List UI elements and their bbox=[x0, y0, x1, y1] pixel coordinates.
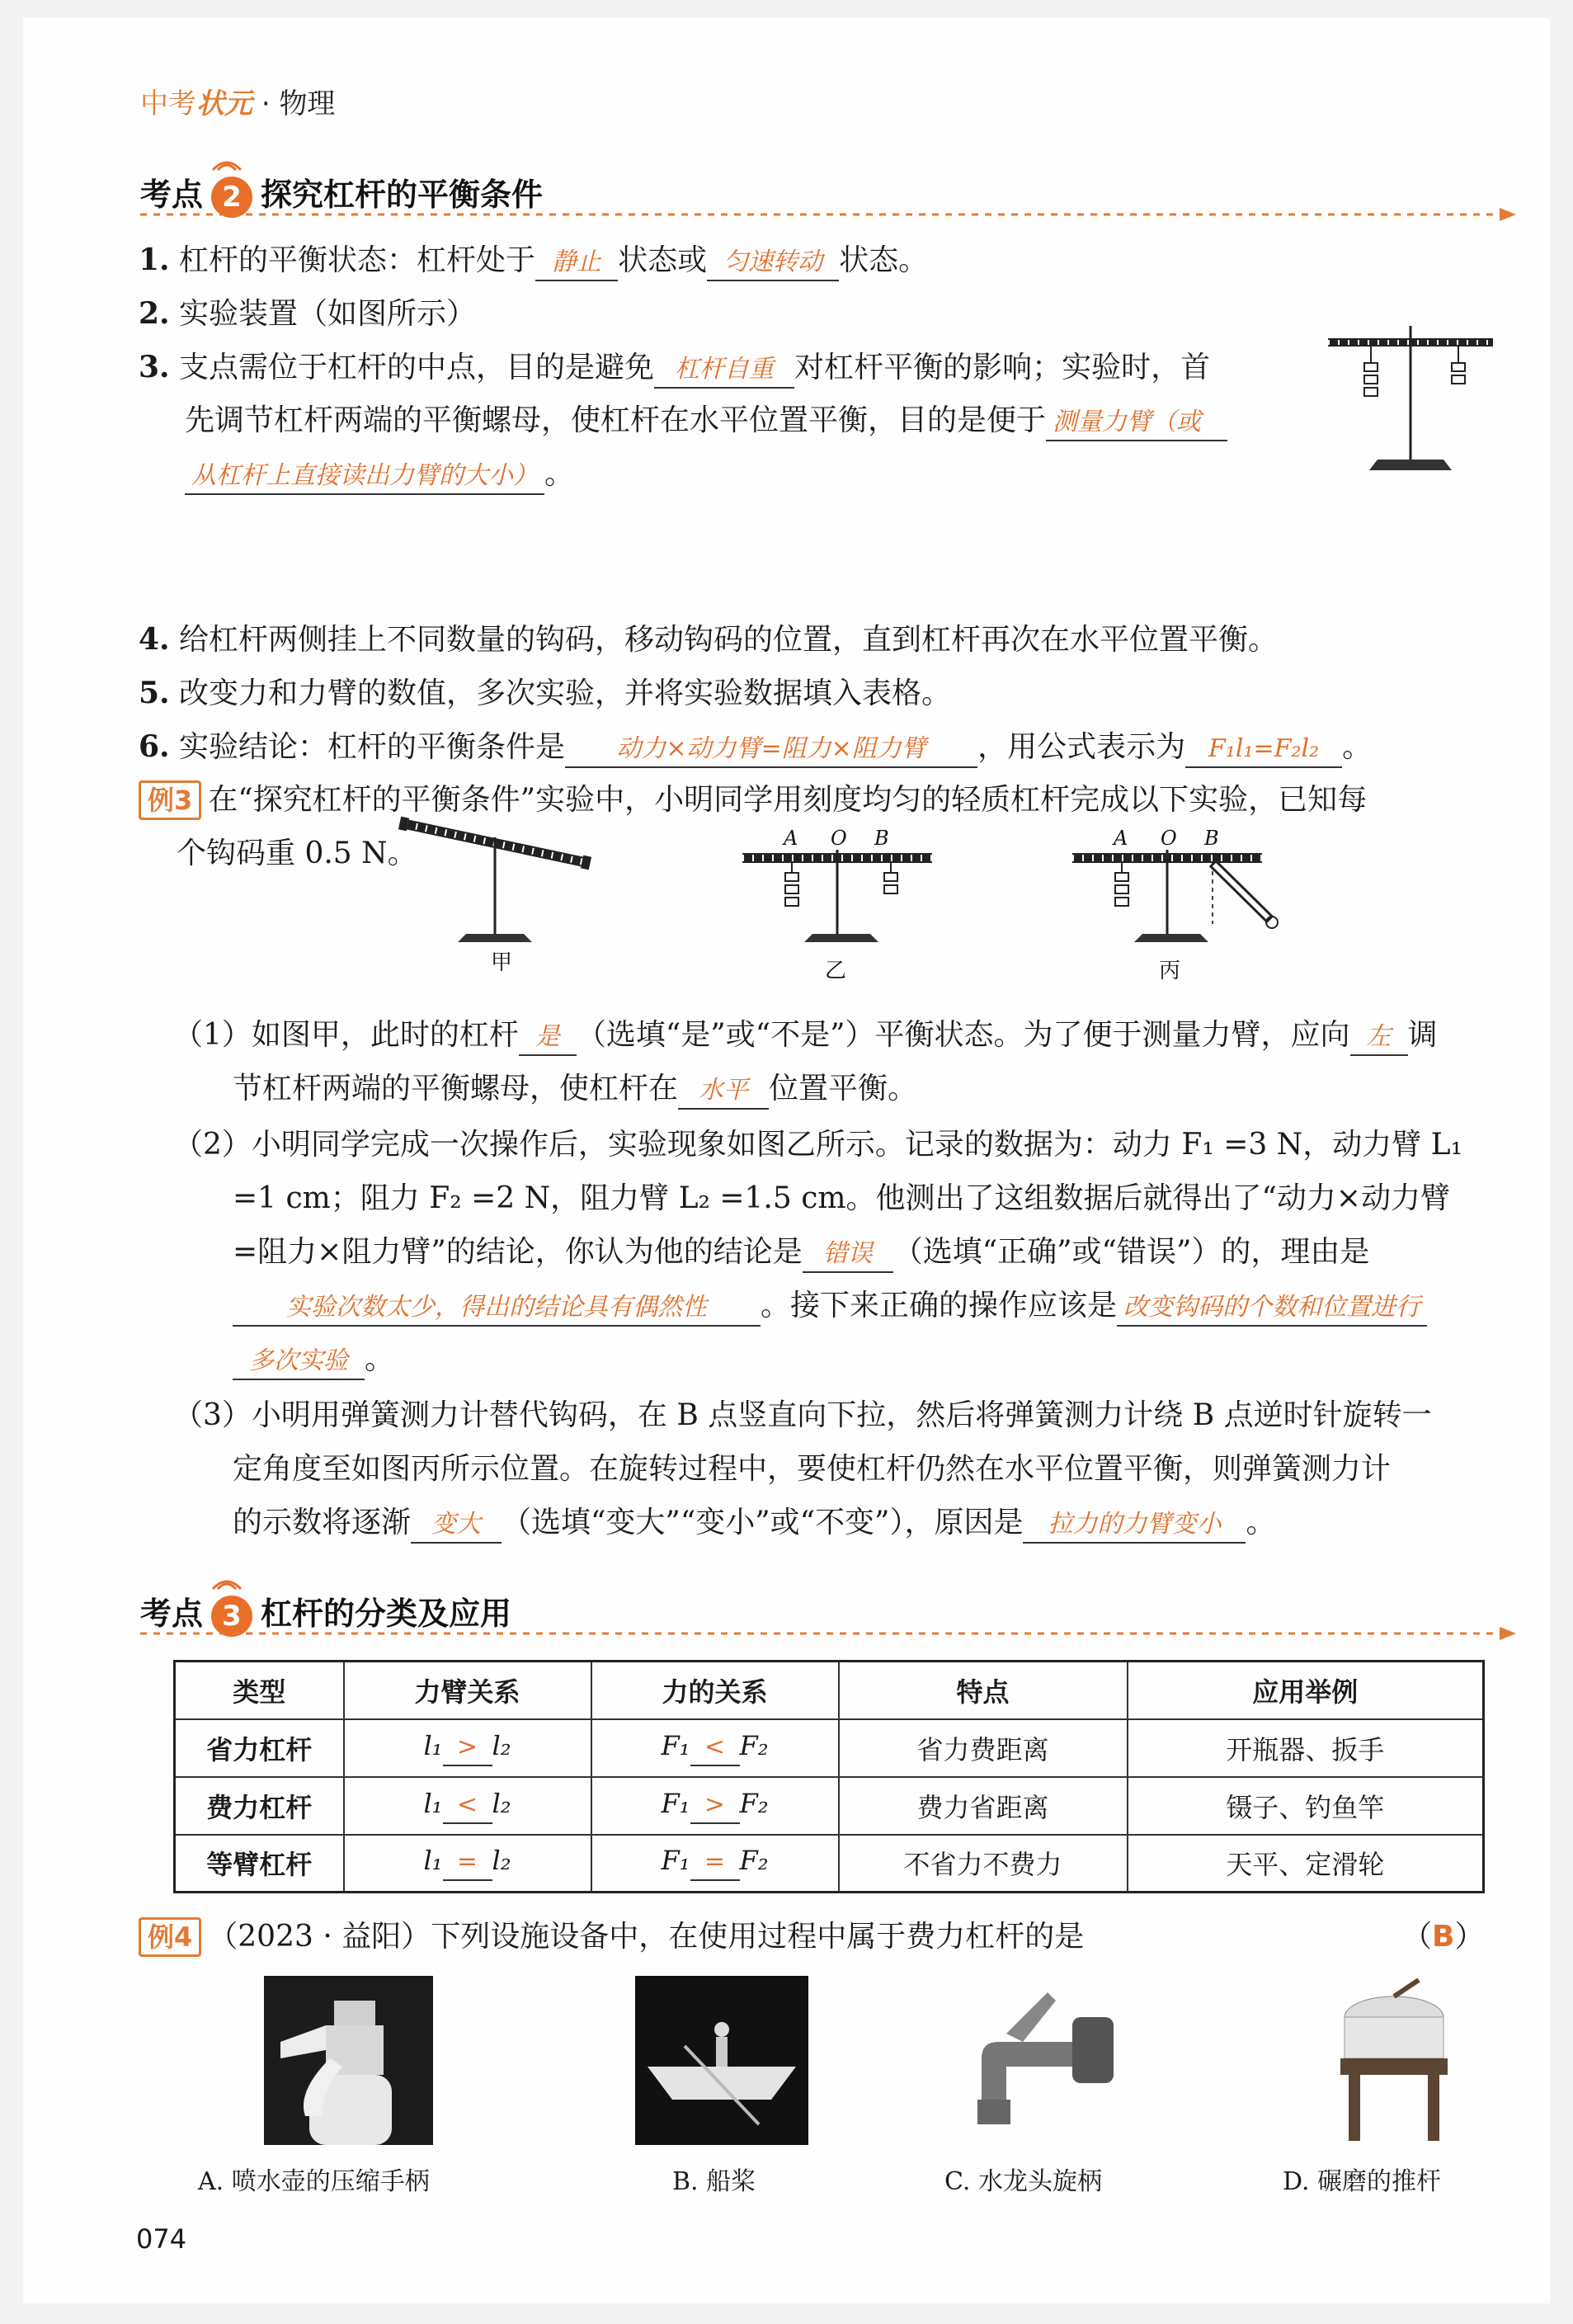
text: （2）小明同学完成一次操作后，实验现象如图乙所示。记录的数据为：动力 F₁ =3 N，动力臂 L₁ bbox=[173, 1128, 1462, 1162]
symbol: F₁ bbox=[661, 1787, 690, 1819]
column-header: 应用举例 bbox=[1128, 1662, 1484, 1719]
point-B-label: B bbox=[1204, 827, 1219, 850]
text: 实验装置（如图所示） bbox=[179, 297, 477, 331]
text: （ bbox=[1402, 1920, 1433, 1954]
example-4-tag: 例4 bbox=[139, 1917, 201, 1957]
text: ，用公式表示为 bbox=[977, 730, 1186, 764]
point-O-label: O bbox=[1161, 827, 1177, 850]
answer-blank: 杠杆自重 bbox=[654, 352, 794, 389]
text: 支点需位于杠杆的中点，目的是避免 bbox=[179, 351, 655, 384]
spray-bottle-image bbox=[264, 1976, 433, 2145]
feature-cell: 费力省距离 bbox=[839, 1777, 1128, 1835]
answer-blank: < bbox=[443, 1788, 492, 1824]
item-5 bbox=[139, 668, 951, 719]
force-relation-cell bbox=[591, 1835, 839, 1893]
page-number: 074 bbox=[136, 2223, 187, 2255]
stone-mill-image bbox=[1320, 1976, 1468, 2145]
brand-part-2: 状元 bbox=[196, 87, 252, 120]
q3-line-1 bbox=[173, 1391, 1432, 1440]
item-number: 5. bbox=[139, 676, 170, 710]
text: 。 bbox=[1342, 730, 1373, 764]
symbol: F₁ bbox=[661, 1729, 690, 1761]
faucet-image bbox=[949, 1976, 1122, 2145]
answer-blank: = bbox=[690, 1845, 740, 1881]
text: 。 bbox=[1246, 1506, 1276, 1539]
subject-label: 物理 bbox=[279, 87, 336, 120]
symbol: F₂ bbox=[739, 1787, 769, 1819]
signal-icon bbox=[206, 1567, 247, 1592]
answer-blank: 水平 bbox=[678, 1073, 769, 1110]
column-header: 力臂关系 bbox=[344, 1662, 591, 1719]
q2-line-3 bbox=[233, 1228, 1369, 1277]
text: 实验结论：杠杆的平衡条件是 bbox=[179, 730, 566, 764]
figure-bing bbox=[1072, 850, 1278, 942]
answer-blank: 静止 bbox=[535, 245, 618, 281]
lever-apparatus-figure bbox=[1320, 318, 1501, 483]
symbol: F₂ bbox=[739, 1729, 769, 1761]
answer-blank: F₁l₁=F₂l₂ bbox=[1185, 732, 1342, 768]
symbol: l₁ bbox=[423, 1845, 443, 1877]
answer-blank: 左 bbox=[1350, 1020, 1408, 1056]
answer-blank: < bbox=[690, 1730, 740, 1766]
type-cell: 费力杠杆 bbox=[175, 1777, 344, 1835]
figure-label-jia: 甲 bbox=[491, 950, 513, 975]
q3-line-2 bbox=[233, 1445, 1391, 1494]
point-B-label: B bbox=[874, 827, 889, 850]
section-label: 考点 bbox=[140, 177, 204, 213]
section-number-badge: 2 bbox=[211, 177, 252, 218]
type-cell: 等臂杠杆 bbox=[175, 1835, 344, 1893]
item-3-line-3 bbox=[185, 450, 574, 499]
arm-relation-cell bbox=[344, 1835, 591, 1893]
option-d-caption: D. 碾磨的推杆 bbox=[1283, 2167, 1442, 2196]
text: 。 bbox=[544, 457, 575, 491]
table-row bbox=[175, 1719, 1484, 1777]
feature-cell: 省力费距离 bbox=[839, 1719, 1128, 1777]
text: 改变力和力臂的数值，多次实验，并将实验数据填入表格。 bbox=[179, 676, 952, 710]
section-3-dashed-divider bbox=[140, 1625, 1526, 1642]
text: 。 bbox=[365, 1342, 395, 1376]
q3-line-3 bbox=[233, 1498, 1275, 1548]
q2-line-5 bbox=[233, 1335, 394, 1384]
page-header bbox=[140, 81, 335, 121]
answer-blank: 是 bbox=[519, 1020, 577, 1056]
figure-jia bbox=[398, 817, 591, 942]
section-heading: 杠杆的分类及应用 bbox=[261, 1596, 512, 1632]
text: =1 cm；阻力 F₂ =2 N，阻力臂 L₂ =1.5 cm。他测出了这组数据后就得出了“动力×动力臂 bbox=[233, 1181, 1451, 1215]
figure-label-bing: 丙 bbox=[1159, 959, 1181, 983]
text: 。接下来正确的操作应该是 bbox=[761, 1289, 1118, 1322]
text: （选填“变大”“变小”或“不变”），原因是 bbox=[502, 1506, 1024, 1539]
answer-blank: 从杠杆上直接读出力臂的大小） bbox=[185, 459, 544, 495]
q2-line-2 bbox=[233, 1174, 1450, 1223]
header-separator: · bbox=[261, 87, 271, 120]
text: 调 bbox=[1407, 1018, 1438, 1052]
text: =阻力×阻力臂”的结论，你认为他的结论是 bbox=[233, 1235, 803, 1269]
item-4 bbox=[139, 615, 1278, 665]
text: 位置平衡。 bbox=[769, 1072, 918, 1105]
symbol: l₁ bbox=[423, 1729, 443, 1761]
text: （1）如图甲，此时的杠杆 bbox=[173, 1018, 519, 1052]
symbol: l₁ bbox=[423, 1787, 443, 1819]
text: ） bbox=[1454, 1920, 1485, 1954]
text: （3）小明用弹簧测力计替代钩码，在 B 点竖直向下拉，然后将弹簧测力计绕 B 点逆时针旋转一 bbox=[173, 1398, 1432, 1432]
text: 给杠杆两侧挂上不同数量的钩码，移动钩码的位置，直到杠杆再次在水平位置平衡。 bbox=[179, 623, 1279, 657]
item-2 bbox=[139, 289, 476, 339]
text: 定角度至如图丙所示位置。在旋转过程中，要使杠杆仍然在水平位置平衡，则弹簧测力计 bbox=[233, 1452, 1392, 1486]
q2-line-4 bbox=[233, 1281, 1427, 1331]
text: 状态。 bbox=[839, 243, 929, 277]
section-label: 考点 bbox=[140, 1596, 204, 1632]
application-cell: 天平、定滑轮 bbox=[1128, 1835, 1484, 1893]
item-number: 6. bbox=[139, 729, 170, 764]
example-3-figures bbox=[388, 792, 1320, 998]
answer-choice: B bbox=[1432, 1920, 1455, 1954]
text: （选填“是”或“不是”）平衡状态。为了便于测量力臂，应向 bbox=[576, 1018, 1350, 1052]
text: 状态或 bbox=[618, 243, 708, 277]
application-cell: 开瓶器、扳手 bbox=[1128, 1719, 1484, 1777]
type-cell: 省力杠杆 bbox=[175, 1719, 344, 1777]
answer-blank: 错误 bbox=[803, 1237, 893, 1273]
symbol: F₂ bbox=[739, 1845, 769, 1877]
answer-blank: 改变钩码的个数和位置进行 bbox=[1117, 1290, 1427, 1327]
answer-blank: 测量力臂（或 bbox=[1046, 405, 1227, 441]
example-3-tag: 例3 bbox=[139, 780, 201, 820]
point-O-label: O bbox=[831, 827, 847, 850]
item-1 bbox=[139, 235, 928, 285]
signal-icon bbox=[206, 148, 247, 173]
answer-blank: 动力×动力臂=阻力×阻力臂 bbox=[565, 732, 977, 768]
text: 个钩码重 0.5 N。 bbox=[177, 837, 417, 870]
application-cell: 镊子、钓鱼竿 bbox=[1128, 1777, 1484, 1835]
item-number: 3. bbox=[139, 350, 170, 384]
answer-blank: > bbox=[690, 1788, 740, 1824]
example-4-question bbox=[139, 1912, 1084, 1962]
answer-blank: > bbox=[443, 1730, 492, 1766]
answer-blank: 变大 bbox=[411, 1507, 502, 1544]
text: 在“探究杠杆的平衡条件”实验中，小明同学用刻度均匀的轻质杠杆完成以下实验，已知每 bbox=[208, 783, 1368, 817]
item-number: 2. bbox=[139, 296, 170, 331]
table-row bbox=[175, 1777, 1484, 1835]
column-header: 类型 bbox=[175, 1662, 344, 1719]
text: 杠杆的平衡状态：杠杆处于 bbox=[179, 243, 536, 277]
text: 先调节杠杆两端的平衡螺母，使杠杆在水平位置平衡，目的是便于 bbox=[185, 403, 1047, 437]
symbol: l₂ bbox=[492, 1787, 511, 1819]
item-3-line-2 bbox=[185, 396, 1227, 445]
point-A-label: A bbox=[1114, 827, 1128, 850]
option-b-caption: B. 船桨 bbox=[672, 2167, 756, 2196]
lever-classification-table bbox=[173, 1660, 1485, 1893]
feature-cell: 不省力不费力 bbox=[839, 1835, 1128, 1893]
point-A-label: A bbox=[784, 827, 798, 850]
column-header: 力的关系 bbox=[591, 1662, 839, 1719]
section-number-badge: 3 bbox=[211, 1596, 252, 1637]
text: 的示数将逐渐 bbox=[233, 1506, 412, 1539]
text: （选填“正确”或“错误”）的，理由是 bbox=[892, 1235, 1370, 1269]
answer-bracket bbox=[1402, 1912, 1484, 1962]
item-6 bbox=[139, 722, 1372, 772]
q1-line-2 bbox=[233, 1064, 917, 1114]
column-header: 特点 bbox=[839, 1662, 1128, 1719]
option-c-caption: C. 水龙头旋柄 bbox=[944, 2167, 1102, 2196]
table-row bbox=[175, 1835, 1484, 1893]
item-3-line-1 bbox=[139, 342, 1210, 393]
example-3-line-2 bbox=[177, 829, 417, 879]
table-header-row bbox=[175, 1662, 1484, 1719]
answer-blank: 实验次数太少，得出的结论具有偶然性 bbox=[233, 1290, 761, 1327]
arm-relation-cell bbox=[344, 1777, 591, 1835]
force-relation-cell bbox=[591, 1719, 839, 1777]
answer-blank: = bbox=[443, 1845, 492, 1881]
item-number: 4. bbox=[139, 622, 170, 657]
section-heading: 探究杠杆的平衡条件 bbox=[261, 177, 544, 213]
symbol: l₂ bbox=[492, 1729, 511, 1761]
force-relation-cell bbox=[591, 1777, 839, 1835]
text: 对杠杆平衡的影响；实验时，首 bbox=[794, 351, 1211, 384]
q1-line-1 bbox=[173, 1011, 1438, 1060]
arm-relation-cell bbox=[344, 1719, 591, 1777]
figure-label-yi: 乙 bbox=[825, 959, 847, 983]
answer-blank: 拉力的力臂变小 bbox=[1023, 1507, 1246, 1544]
symbol: F₁ bbox=[661, 1845, 690, 1877]
answer-blank: 匀速转动 bbox=[707, 245, 839, 281]
text: 节杠杆两端的平衡螺母，使杠杆在 bbox=[233, 1072, 679, 1105]
q2-line-1 bbox=[173, 1120, 1462, 1170]
rowing-boat-image bbox=[635, 1976, 808, 2145]
option-a-caption: A. 喷水壶的压缩手柄 bbox=[198, 2167, 430, 2196]
text: （2023 · 益阳）下列设施设备中，在使用过程中属于费力杠杆的是 bbox=[208, 1920, 1085, 1954]
figure-yi bbox=[742, 850, 932, 942]
section-2-dashed-divider bbox=[140, 206, 1526, 223]
item-number: 1. bbox=[139, 243, 170, 277]
answer-blank: 多次实验 bbox=[233, 1344, 365, 1380]
symbol: l₂ bbox=[492, 1845, 511, 1877]
brand-part-1: 中考 bbox=[140, 87, 196, 120]
